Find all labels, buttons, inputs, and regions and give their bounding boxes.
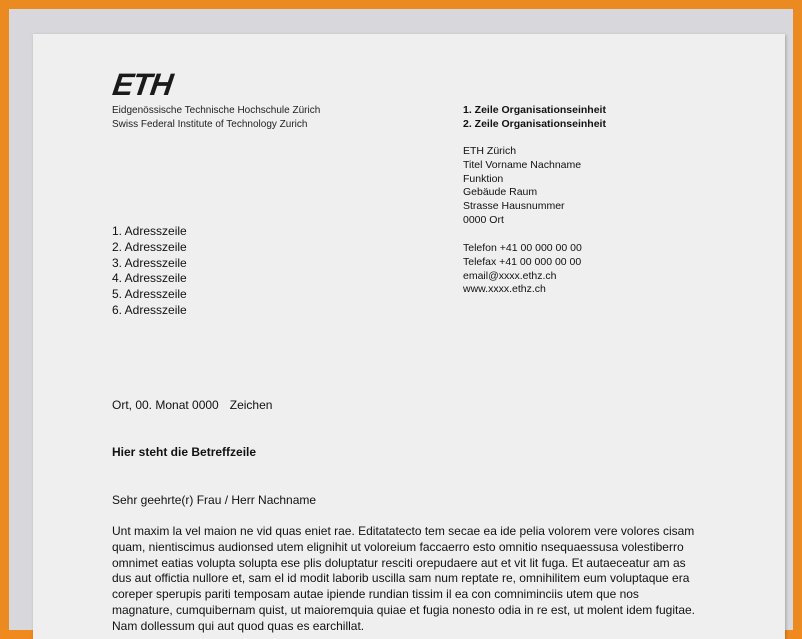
contact-block <box>463 242 582 297</box>
sender-block <box>463 145 581 228</box>
body-line: magnature, cumquibernam quist, ut maioremquia quiae et fugia nonesto odia in re est, ut molent idem fugitae. <box>112 602 696 617</box>
sender-line: Titel Vorname Nachname <box>463 158 582 171</box>
letter-date: Ort, 00. Monat 0000 <box>112 398 219 412</box>
institution-line-de: Eidgenössische Technische Hochschule Zürich <box>112 105 321 116</box>
sender-line: ETH Zürich <box>463 145 517 157</box>
letter-reference: Zeichen <box>229 398 273 412</box>
address-line: 3. Adresszeile <box>112 255 187 270</box>
letter-body <box>112 524 722 635</box>
telefon: Telefon +41 00 000 00 00 <box>463 242 582 254</box>
body-line: Unt maxim la vel maion ne vid quas eniet rae. Editatatecto tem secae ea ide pelia volorem vere volores cisam <box>112 524 695 538</box>
institution-name <box>112 104 320 131</box>
organisation-unit <box>463 103 606 131</box>
body-line: quam, nientiscimus audionsed utem elignihit ut voloreium faccaerro esto omnitio nsequaessusa volestiberro <box>112 539 684 554</box>
body-line: dus aut offictia nullore et, sam el id modit laborib uscilla sam num reptate re, omnihilitem eum voluptaque era <box>112 571 690 586</box>
sender-line: Gebäude Raum <box>463 186 538 199</box>
sender-line: Strasse Hausnummer <box>463 200 565 213</box>
address-line: 1. Adresszeile <box>112 224 187 238</box>
website: www.xxxx.ethz.ch <box>463 283 546 296</box>
institution-line-en: Swiss Federal Institute of Technology Zurich <box>112 118 308 130</box>
document-canvas <box>9 9 793 633</box>
address-line: 6. Adresszeile <box>112 302 187 317</box>
recipient-address <box>112 224 187 319</box>
telefax: Telefax +41 00 000 00 00 <box>463 255 582 268</box>
body-line: coreper sperupis pariti temposam autae ipiende rundian tissim il ea con comniminciis utem que nos <box>112 587 639 602</box>
date-line <box>112 398 272 412</box>
body-line: omnimet eatias volupta solupta ese plis doluptatur resciti orepudaere aut et vit lit fuga. Et autaeceatur am as <box>112 555 686 570</box>
salutation: Sehr geehrte(r) Frau / Herr Nachname <box>112 493 317 507</box>
eth-logo: ETH <box>110 67 175 102</box>
letter-page <box>33 34 785 639</box>
address-line: 2. Adresszeile <box>112 239 187 254</box>
body-line: Nam dollessum qui aut quod quas es earchillat. <box>112 618 365 633</box>
sender-line: Funktion <box>463 172 504 185</box>
organisation-line-1: 1. Zeile Organisationseinheit <box>463 104 606 116</box>
sender-line: 0000 Ort <box>463 213 504 226</box>
organisation-line-2: 2. Zeile Organisationseinheit <box>463 118 606 130</box>
subject-line: Hier steht die Betreffzeile <box>112 445 257 459</box>
address-line: 4. Adresszeile <box>112 271 187 286</box>
address-line: 5. Adresszeile <box>112 287 187 302</box>
email: email@xxxx.ethz.ch <box>463 269 557 282</box>
